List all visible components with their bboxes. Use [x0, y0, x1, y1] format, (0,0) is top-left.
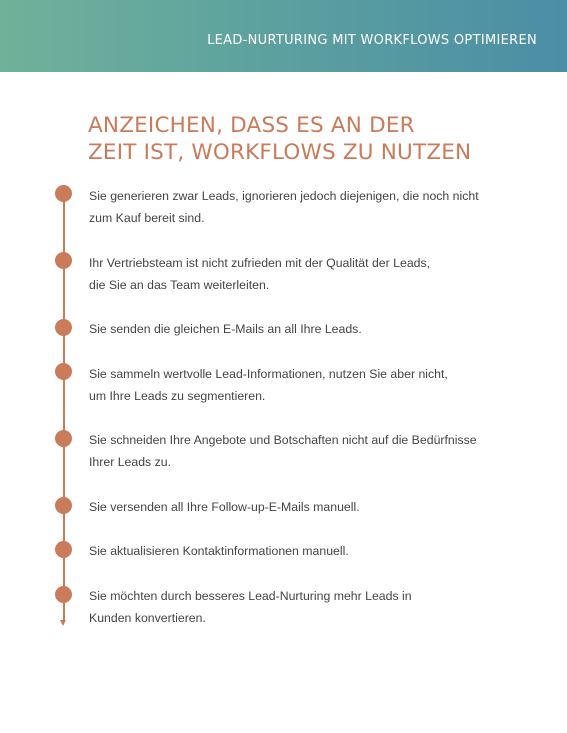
bullet-dot-icon	[55, 252, 72, 269]
list-item: Sie möchten durch besseres Lead-Nurturing mehr Leads in Kunden konvertieren.	[89, 589, 412, 625]
header-banner	[0, 0, 567, 72]
list-item: Ihr Vertriebsteam ist nicht zufrieden mit der Qualität der Leads, die Sie an das Team weiterleiten.	[89, 256, 431, 292]
bullet-dot-icon	[55, 319, 72, 336]
bullet-dot-icon	[55, 185, 72, 202]
bullet-dot-icon	[55, 363, 72, 380]
page-title-line-1: ANZEICHEN, DASS ES AN DER	[88, 113, 415, 138]
bullet-dot-icon	[55, 586, 72, 603]
page-title	[88, 112, 471, 166]
list-item: Sie senden die gleichen E-Mails an all Ihre Leads.	[89, 322, 362, 336]
bullet-dot-icon	[55, 541, 72, 558]
list-item: Sie schneiden Ihre Angebote und Botschaften nicht auf die Bedürfnisse Ihrer Leads zu.	[89, 433, 477, 469]
bullet-dot-icon	[55, 430, 72, 447]
list-item: Sie versenden all Ihre Follow-up-E-Mails manuell.	[89, 500, 360, 514]
list-item: Sie aktualisieren Kontaktinformationen manuell.	[89, 544, 349, 558]
bullet-dot-icon	[55, 497, 72, 514]
page-title-line-2: ZEIT IST, WORKFLOWS ZU NUTZEN	[88, 140, 472, 165]
header-title: LEAD-NURTURING MIT WORKFLOWS OPTIMIEREN	[207, 33, 537, 48]
list-item: Sie sammeln wertvolle Lead-Informationen, nutzen Sie aber nicht, um Ihre Leads zu segmentieren.	[89, 367, 448, 403]
list-item: Sie generieren zwar Leads, ignorieren jedoch diejenigen, die noch nicht zum Kauf bereit sind.	[89, 189, 479, 225]
timeline-arrow-icon	[60, 620, 66, 626]
